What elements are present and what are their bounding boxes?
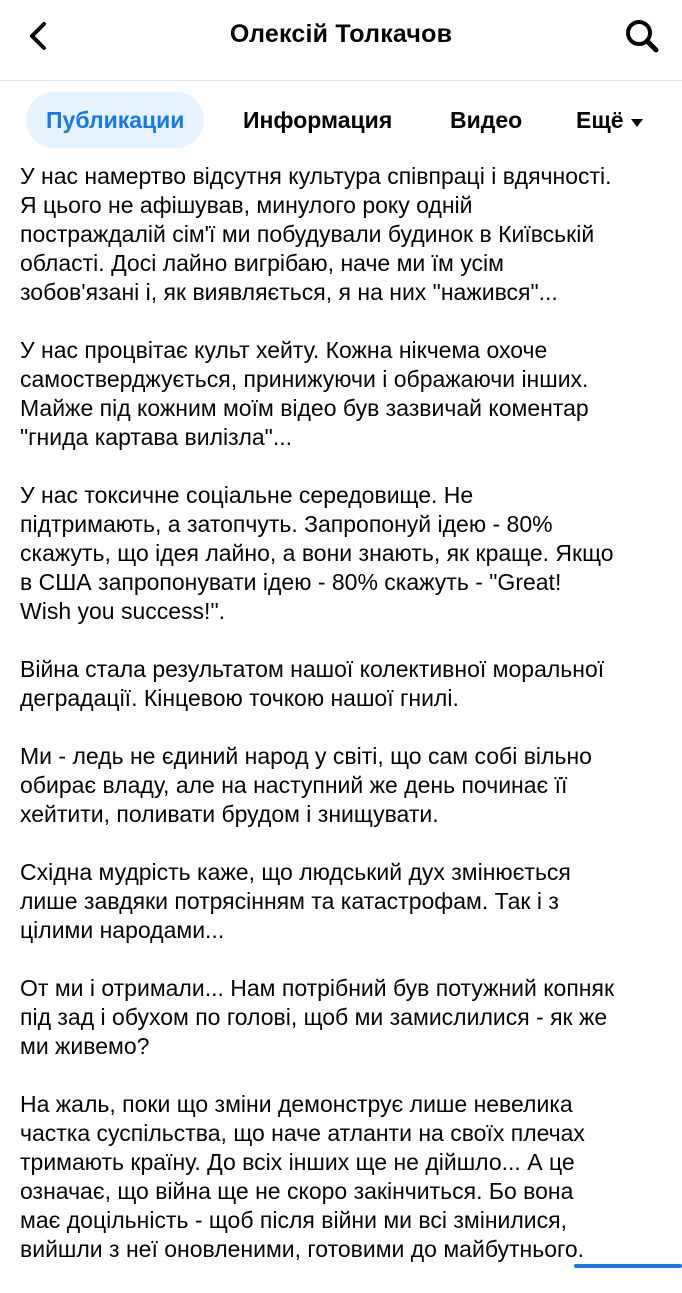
post-paragraph: У нас токсичне соціальне середовище. Не підтримають, а затопчуть. Запропонуй ідею - 80% скажуть, що ідея лайно, а вони знають, як краще. Якщо в США запропонувати ідею - 80% скажуть - "Great! Wish you success!". <box>20 482 614 624</box>
post-paragraph: Ми - ледь не єдиний народ у світі, що сам собі вільно обирає владу, але на наступний же день починає її хейтити, поливати брудом і знищувати. <box>20 743 592 827</box>
caret-down-icon <box>630 92 644 148</box>
post-paragraph: Східна мудрість каже, що людський дух змінюється лише завдяки потрясінням та катастрофам. Так і з цілими народами... <box>20 859 571 943</box>
scroll-indicator <box>574 1264 682 1268</box>
tab-publications[interactable] <box>26 92 204 148</box>
post-paragraph: Війна стала результатом нашої колективної моральної деградації. Кінцевою точкою нашої гнилі. <box>20 656 605 711</box>
tab-label: Ещё <box>576 107 624 133</box>
tab-label: Информация <box>243 107 393 133</box>
tab-label: Публикации <box>46 107 185 133</box>
tab-information[interactable] <box>243 92 392 148</box>
tab-label: Видео <box>450 107 523 133</box>
tab-video[interactable] <box>450 92 522 148</box>
tab-more[interactable] <box>576 92 644 148</box>
search-button[interactable] <box>620 16 664 60</box>
page-title: Олексій Толкачов <box>229 20 453 48</box>
post-paragraph: От ми і отримали... Нам потрібний був потужний копняк під зад і обухом по голові, щоб ми замислилися - як же ми живемо? <box>20 975 615 1059</box>
post-paragraph: У нас процвітає культ хейту. Кожна нікчема охоче самостверджується, принижуючи і ображаючи інших. Майже під кожним моїм відео був зазвичай коментар "гнида картава вилізла"... <box>20 337 589 450</box>
post-paragraph: У нас намертво відсутня культура співпраці і вдячності. Я цього не афішував, минулого року одній постраждалій сім'ї ми побудували будинок в Київській області. Досі лайно вигрібаю, наче ми їм усім зобов'язані і, як виявляється, я на них "нажився"... <box>20 163 612 305</box>
search-icon <box>624 18 660 59</box>
top-app-bar <box>0 0 682 81</box>
post-text <box>20 162 670 1293</box>
profile-tabs <box>0 80 682 156</box>
post-paragraph: На жаль, поки що зміни демонструє лише невелика частка суспільства, що наче атланти на своїх плечах тримають країну. До всіх інших ще не дійшло... А це означає, що війна ще не скоро закінчиться. Бо вона має доцільність - щоб після війни ми всі змінилися, вийшли з неї оновленими, готовими до майбутнього. <box>20 1091 585 1262</box>
